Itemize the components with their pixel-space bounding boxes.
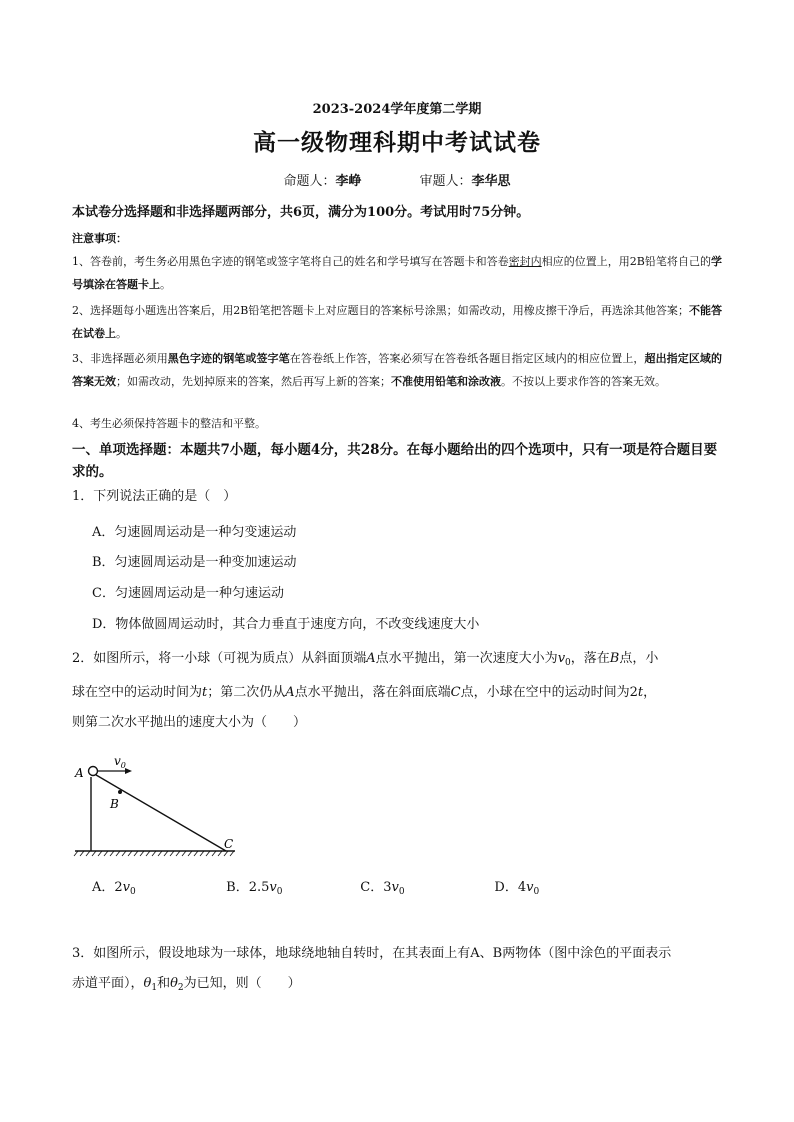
label-v0: $v_0$ bbox=[114, 754, 126, 770]
q2-line-1: 2．如图所示，将一小球（可视为质点）从斜面顶端A点水平抛出，第一次速度大小为$v_0$，落在B点，小 bbox=[72, 651, 659, 668]
q2-stem bbox=[72, 644, 727, 738]
q2-option-a: A．$2v_0$ bbox=[92, 880, 136, 897]
q1-option-d: D．物体做圆周运动时，其合力垂直于速度方向，不改变线速度大小 bbox=[92, 617, 480, 632]
q1-stem: 1．下列说法正确的是（ ） bbox=[72, 489, 237, 504]
author-label: 命题人： bbox=[283, 174, 336, 189]
note-3: 3、非选择题必须用黑色字迹的钢笔或签字笔在答卷纸上作答，答案必须写在答卷纸各题目指定区域内的相应位置上，超出指定区域的答案无效；如需改动，先划掉原来的答案，然后再写上新的答案；不准使用铅笔和涂改液。不按以上要求作答的答案无效。 bbox=[72, 352, 723, 388]
q1-option-a: A．匀速圆周运动是一种匀变速运动 bbox=[92, 525, 297, 540]
reviewer-label: 审题人： bbox=[419, 174, 472, 189]
label-c: C bbox=[224, 837, 234, 851]
incline-surface bbox=[91, 772, 226, 851]
author-name: 李峥 bbox=[335, 174, 362, 189]
school-year: 2023-2024学年度第二学期 bbox=[312, 102, 482, 117]
q2-option-b: B．$2.5v_0$ bbox=[226, 880, 283, 897]
point-b bbox=[118, 790, 122, 794]
incline-figure bbox=[70, 750, 270, 860]
q2-option-c: C．$3v_0$ bbox=[360, 880, 405, 897]
notes-heading: 注意事项： bbox=[72, 232, 127, 245]
q1-option-c: C．匀速圆周运动是一种匀速运动 bbox=[92, 586, 284, 601]
section-1-heading: 一、单项选择题：本题共7小题，每小题4分，共28分。在每小题给出的四个选项中，只有一项是符合题目要求的。 bbox=[72, 442, 718, 480]
velocity-arrowhead bbox=[125, 768, 132, 774]
q3-line-1: 3．如图所示，假设地球为一球体，地球绕地轴自转时，在其表面上有A、B两物体（图中涂色的平面表示 bbox=[72, 946, 672, 961]
note-2: 2、选择题每小题选出答案后，用2B铅笔把答题卡上对应题目的答案标号涂黑；如需改动，用橡皮擦干净后，再选涂其他答案；不能答在试卷上。 bbox=[72, 304, 723, 340]
q2-line-3: 则第二次水平抛出的速度大小为（ ） bbox=[72, 715, 307, 730]
q3-stem bbox=[72, 939, 727, 1003]
label-a: A bbox=[75, 766, 84, 780]
label-b: B bbox=[110, 797, 119, 811]
reviewer-name: 李华思 bbox=[471, 174, 511, 189]
q1-option-b: B．匀速圆周运动是一种变加速运动 bbox=[92, 555, 297, 570]
authors-line bbox=[0, 170, 794, 189]
q2-option-d: D．$4v_0$ bbox=[494, 880, 540, 897]
exam-title: 高一级物理科期中考试试卷 bbox=[253, 129, 541, 156]
ball bbox=[89, 767, 98, 776]
exam-intro: 本试卷分选择题和非选择题两部分，共6页，满分为100分。考试用时75分钟。 bbox=[72, 205, 530, 220]
note-1: 1、答卷前，考生务必用黑色字迹的钢笔或签字笔将自己的姓名和学号填写在答题卡和答卷密封内相应的位置上，用2B铅笔将自己的学号填涂在答题卡上。 bbox=[72, 255, 722, 291]
ground-hatching bbox=[74, 851, 235, 856]
q2-options bbox=[92, 876, 652, 897]
note-4: 4、考生必须保持答题卡的整洁和平整。 bbox=[72, 417, 266, 430]
q3-line-2: 赤道平面），$\theta_1$和$\theta_2$为已知，则（ ） bbox=[72, 976, 301, 993]
q2-line-2: 球在空中的运动时间为t；第二次仍从A点水平抛出，落在斜面底端C点，小球在空中的运动时间为2t， bbox=[72, 685, 657, 700]
